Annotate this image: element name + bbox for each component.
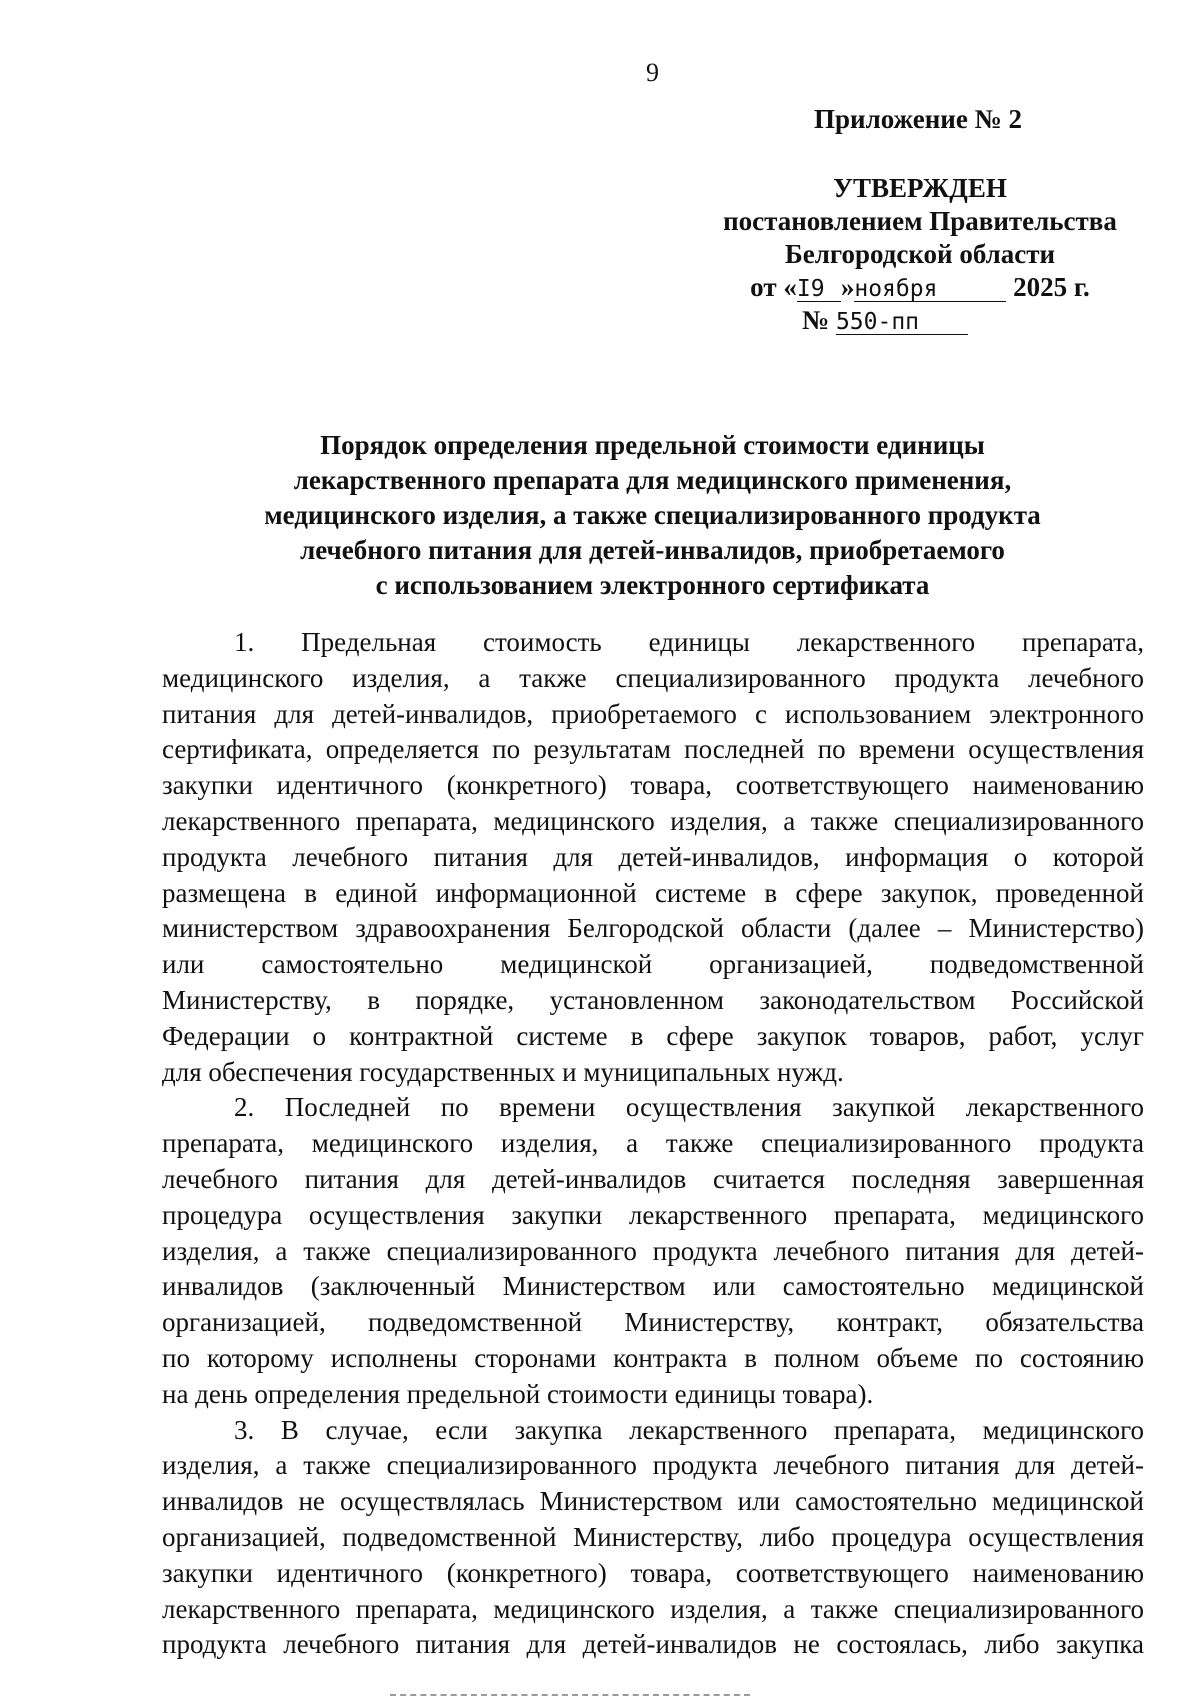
approval-heading: УТВЕРЖДЕН <box>833 173 1007 203</box>
text-line: продукта лечебного питания для детей-инвалидов не состоялась, либо закупка <box>162 1629 1144 1660</box>
text-line: закупки идентичного (конкретного) товара, соответствующего наименованию <box>162 770 1144 801</box>
text-line: сертификата, определяется по результатам последней по времени осуществления <box>162 734 1144 765</box>
date-day: I9 <box>797 277 841 302</box>
number-prefix: № <box>802 305 830 335</box>
text-line: Министерству, в порядке, установленном законодательством Российской <box>162 984 1144 1015</box>
title-line: лечебного питания для детей-инвалидов, приобретаемого <box>300 535 1005 565</box>
approval-block <box>700 172 1140 337</box>
text-line: или самостоятельно медицинской организацией, подведомственной <box>162 949 1144 980</box>
date-mid: » <box>840 272 855 302</box>
text-line: питания для детей-инвалидов, приобретаемого с использованием электронного <box>162 698 1144 729</box>
text-line: продукта лечебного питания для детей-инвалидов, информация о которой <box>162 841 1144 872</box>
text-line: закупки идентичного (конкретного) товара, соответствующего наименованию <box>162 1557 1144 1588</box>
document-body <box>162 625 1144 1663</box>
date-prefix: от « <box>750 272 797 302</box>
page-number: 9 <box>646 58 659 87</box>
document-title <box>150 428 1155 603</box>
title-line: с использованием электронного сертификата <box>375 570 930 600</box>
appendix-label: Приложение № 2 <box>814 104 1022 134</box>
text-line: инвалидов (заключенный Министерством или самостоятельно медицинской <box>162 1271 1144 1302</box>
text-line: организацией, подведомственной Министерству, либо процедура осуществления <box>162 1521 1144 1552</box>
title-line: медицинского изделия, а также специализированного продукта <box>264 500 1041 530</box>
text-line: Федерации о контрактной системе в сфере закупок товаров, работ, услуг <box>162 1020 1144 1051</box>
title-line: лекарственного препарата для медицинского применения, <box>293 465 1012 495</box>
approval-number-line <box>700 304 1140 337</box>
scan-edge-mark <box>390 1694 750 1696</box>
text-line: на день определения предельной стоимости единицы товара). <box>162 1378 874 1409</box>
text-line: 3. В случае, если закупка лекарственного препарата, медицинского <box>234 1414 1144 1445</box>
text-line: 2. Последней по времени осуществления закупкой лекарственного <box>234 1092 1144 1123</box>
text-line: изделия, а также специализированного продукта лечебного питания для детей- <box>162 1235 1144 1266</box>
text-line: 1. Предельная стоимость единицы лекарственного препарата, <box>234 627 1144 657</box>
text-line: лекарственного препарата, медицинского изделия, а также специализированного <box>162 1593 1144 1624</box>
approval-date-line <box>700 271 1140 304</box>
text-line: препарата, медицинского изделия, а также специализированного продукта <box>162 1128 1144 1159</box>
text-line: по которому исполнены сторонами контракта в полном объеме по состоянию <box>162 1342 1144 1373</box>
text-line: лечебного питания для детей-инвалидов считается последняя завершенная <box>162 1163 1144 1194</box>
date-month: ноября <box>854 277 1006 302</box>
approval-line-1: постановлением Правительства <box>723 206 1117 236</box>
text-line: для обеспечения государственных и муниципальных нужд. <box>162 1056 844 1087</box>
text-line: изделия, а также специализированного продукта лечебного питания для детей- <box>162 1450 1144 1481</box>
text-line: процедура осуществления закупки лекарственного препарата, медицинского <box>162 1199 1144 1230</box>
text-line: организацией, подведомственной Министерству, контракт, обязательства <box>162 1307 1144 1338</box>
approval-line-2: Белгородской области <box>784 239 1056 269</box>
text-line: медицинского изделия, а также специализированного продукта лечебного <box>162 662 1144 693</box>
text-line: размещена в единой информационной системе в сфере закупок, проведенной <box>162 877 1144 908</box>
date-year: 2025 г. <box>1013 272 1090 302</box>
number-value: 550-пп <box>836 310 968 335</box>
text-line: лекарственного препарата, медицинского изделия, а также специализированного <box>162 805 1144 836</box>
text-line: министерством здравоохранения Белгородской области (далее – Министерство) <box>162 913 1144 944</box>
text-line: инвалидов не осуществлялась Министерством или самостоятельно медицинской <box>162 1486 1144 1517</box>
title-line: Порядок определения предельной стоимости единицы <box>320 430 985 460</box>
